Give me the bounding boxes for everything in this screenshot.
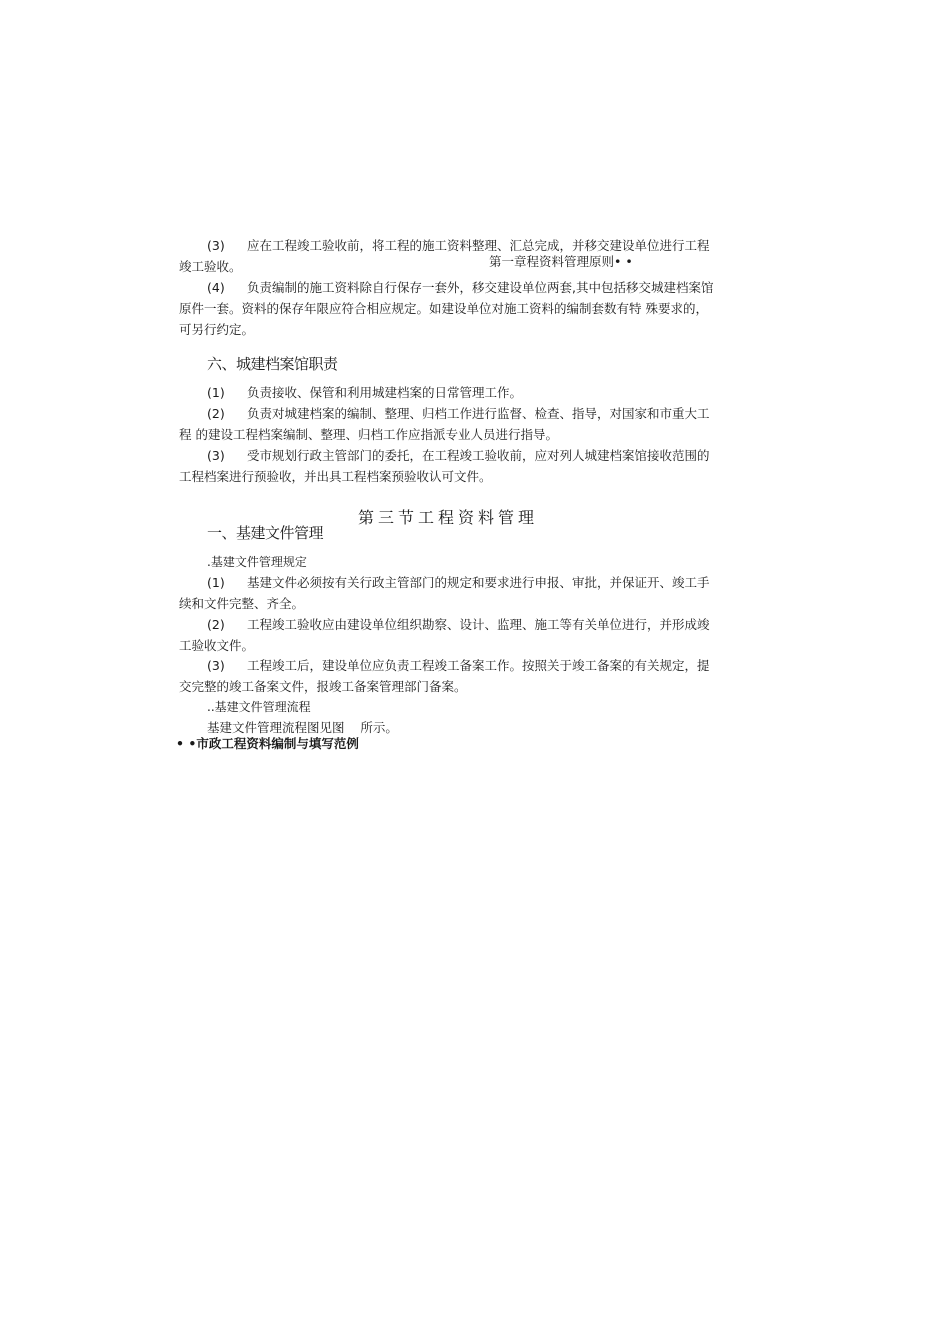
- item-number: (2): [207, 617, 225, 632]
- heading-six: 六、城建档案馆职责: [207, 355, 338, 373]
- item-number: (2): [207, 406, 225, 421]
- paragraph-c1: [179, 572, 719, 614]
- subheading-flow: ..基建文件管理流程: [207, 700, 311, 714]
- paragraph-c3: [179, 655, 719, 697]
- paragraph-b2: [179, 403, 719, 445]
- item-number: (3): [207, 238, 225, 253]
- item-number: (1): [207, 575, 225, 590]
- paragraph-b1: [179, 382, 719, 403]
- paragraph-a4: [179, 277, 719, 340]
- item-number: (3): [207, 658, 225, 673]
- item-text: 负责接收、保管和利用城建档案的日常管理工作。: [247, 385, 523, 400]
- running-footer: • •市政工程资料编制与填写范例: [176, 736, 359, 751]
- item-text: 应在工程竣工验收前，将工程的施工资料整理、汇总完成，并移交建设单位进行工程 竣工验收。: [179, 238, 710, 274]
- flow-note: 基建文件管理流程图见图 所示。: [207, 720, 398, 735]
- item-text: 工程竣工验收应由建设单位组织勘察、设计、监理、施工等有关单位进行，并形成竣 工验收文件。: [179, 617, 710, 653]
- item-text: 负责对城建档案的编制、整理、归档工作进行监督、检查、指导，对国家和市重大工程 的建设工程档案编制、整理、归档工作应指派专业人员进行指导。: [179, 406, 710, 442]
- heading-one: 一、基建文件管理: [207, 524, 324, 542]
- paragraph-c2: [179, 614, 719, 656]
- item-number: (4): [207, 280, 225, 295]
- running-header: 第一章程资料管理原则• •: [489, 254, 633, 269]
- item-text: 负责编制的施工资料除自行保存一套外，移交建设单位两套,其中包括移交城建档案馆原件一套。资料的保存年限应符合相应规定。如建设单位对施工资料的编制套数有特 殊要求的，可另行约定。: [179, 280, 714, 337]
- paragraph-a3: [179, 235, 719, 277]
- item-text: 基建文件必须按有关行政主管部门的规定和要求进行申报、审批，并保证开、竣工手 续和文件完整、齐全。: [179, 575, 710, 611]
- item-text: 受市规划行政主管部门的委托，在工程竣工验收前，应对列人城建档案馆接收范围的工程档案进行预验收，并出具工程档案预验收认可文件。: [179, 448, 710, 484]
- paragraph-b3: [179, 445, 719, 487]
- item-number: (3): [207, 448, 225, 463]
- item-number: (1): [207, 385, 225, 400]
- section-title: 第三节工程资料管理: [358, 508, 539, 527]
- subheading-rules: .基建文件管理规定: [207, 555, 307, 569]
- item-text: 工程竣工后，建设单位应负责工程竣工备案工作。按照关于竣工备案的有关规定，提交完整的竣工备案文件，报竣工备案管理部门备案。: [179, 658, 710, 694]
